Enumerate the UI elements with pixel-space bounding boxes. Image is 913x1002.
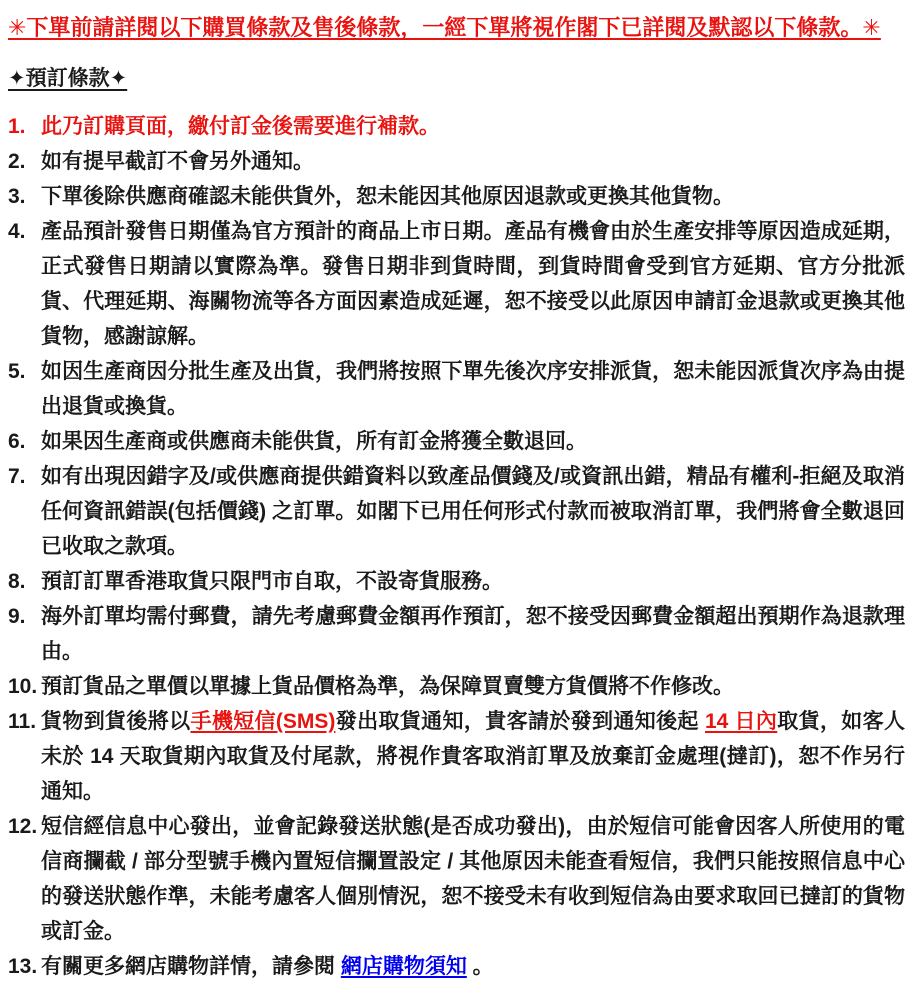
term-item xyxy=(8,144,905,179)
term-number: 10. xyxy=(8,675,38,698)
term-text: 有關更多網店購物詳情，請參閱 xyxy=(41,955,341,978)
term-text: 產品預計發售日期僅為官方預計的商品上市日期。產品有機會由於生產安排等原因造成延期，正式發售日期請以實際為準。發售日期非到貨時間，到貨時間會受到官方延期、官方分批派貨、代理延期、海關物流等各方面因素造成延遲，恕不接受以此原因申請訂金退款或更換其他貨物，感謝諒解。 xyxy=(41,220,905,348)
term-item xyxy=(8,704,905,809)
term-text: 短信經信息中心發出，並會記錄發送狀態(是否成功發出)，由於短信可能會因客人所使用的電信商攔截 / 部分型號手機內置短信攔置設定 / 其他原因未能查看短信，我們只能按照信息中心的發送狀態作準，未能考慮客人個別情況，恕不接受未有收到短信為由要求取回已撻訂的貨物或訂金。 xyxy=(41,815,905,943)
term-number: 3. xyxy=(8,185,26,208)
term-item xyxy=(8,354,905,424)
term-number: 11. xyxy=(8,710,37,733)
term-number: 6. xyxy=(8,430,26,453)
term-text: 如有出現因錯字及/或供應商提供錯資料以致產品價錢及/或資訊出錯，精品有權利-拒絕及取消任何資訊錯誤(包括價錢) 之訂單。如閣下已用任何形式付款而被取消訂單，我們將會全數退回已收取之款項。 xyxy=(41,465,905,558)
term-text: 如有提早截訂不會另外通知。 xyxy=(41,150,314,173)
term-number: 9. xyxy=(8,605,26,628)
term-text: 預訂訂單香港取貨只限門市自取，不設寄貨服務。 xyxy=(41,570,503,593)
term-text: 如因生產商因分批生產及出貨，我們將按照下單先後次序安排派貨，恕未能因派貨次序為由提出退貨或換貨。 xyxy=(41,360,905,418)
term-number: 4. xyxy=(8,220,26,243)
term-number: 1. xyxy=(8,115,26,138)
term-text: 此乃訂購頁面，繳付訂金後需要進行補款。 xyxy=(41,115,440,138)
term-item xyxy=(8,669,905,704)
term-text: 貨物到貨後將以 xyxy=(41,710,191,733)
term-number: 2. xyxy=(8,150,26,173)
term-text: 預訂貨品之單價以單據上貨品價格為準，為保障買賣雙方貨價將不作修改。 xyxy=(41,675,734,698)
term-text: 海外訂單均需付郵費，請先考慮郵費金額再作預訂，恕不接受因郵費金額超出預期作為退款理由。 xyxy=(41,605,905,663)
term-highlight: 手機短信(SMS) xyxy=(190,710,336,733)
term-item xyxy=(8,459,905,564)
term-number: 8. xyxy=(8,570,26,593)
term-item xyxy=(8,109,905,144)
term-number: 12. xyxy=(8,815,38,838)
term-item xyxy=(8,214,905,354)
terms-list xyxy=(8,109,905,984)
term-number: 7. xyxy=(8,465,26,488)
section-heading-preorder-terms: ✦預訂條款✦ xyxy=(8,67,128,90)
term-item xyxy=(8,424,905,459)
term-text: 發出取貨通知，貴客請於發到通知後起 xyxy=(335,710,705,733)
term-number: 5. xyxy=(8,360,26,383)
term-text: 。 xyxy=(466,955,494,978)
term-highlight: 14 日內 xyxy=(704,710,778,733)
term-text: 取貨，如客人未於 14 天取貨期內取貨及付尾款，將視作貴客取消訂單及放棄訂金處理(撻訂)，恕不作另行通知。 xyxy=(41,710,906,803)
term-item xyxy=(8,179,905,214)
term-item xyxy=(8,949,905,984)
store-shopping-notice-link[interactable]: 網店購物須知 xyxy=(340,955,467,978)
term-number: 13. xyxy=(8,955,38,978)
term-item xyxy=(8,599,905,669)
term-item xyxy=(8,564,905,599)
term-text: 如果因生產商或供應商未能供貨，所有訂金將獲全數退回。 xyxy=(41,430,587,453)
term-item xyxy=(8,809,905,949)
pre-order-warning-banner: ✳下單前請詳閱以下購買條款及售後條款，一經下單將視作閣下已詳閱及默認以下條款。✳ xyxy=(8,15,881,40)
term-text: 下單後除供應商確認未能供貨外，恕未能因其他原因退款或更換其他貨物。 xyxy=(41,185,734,208)
